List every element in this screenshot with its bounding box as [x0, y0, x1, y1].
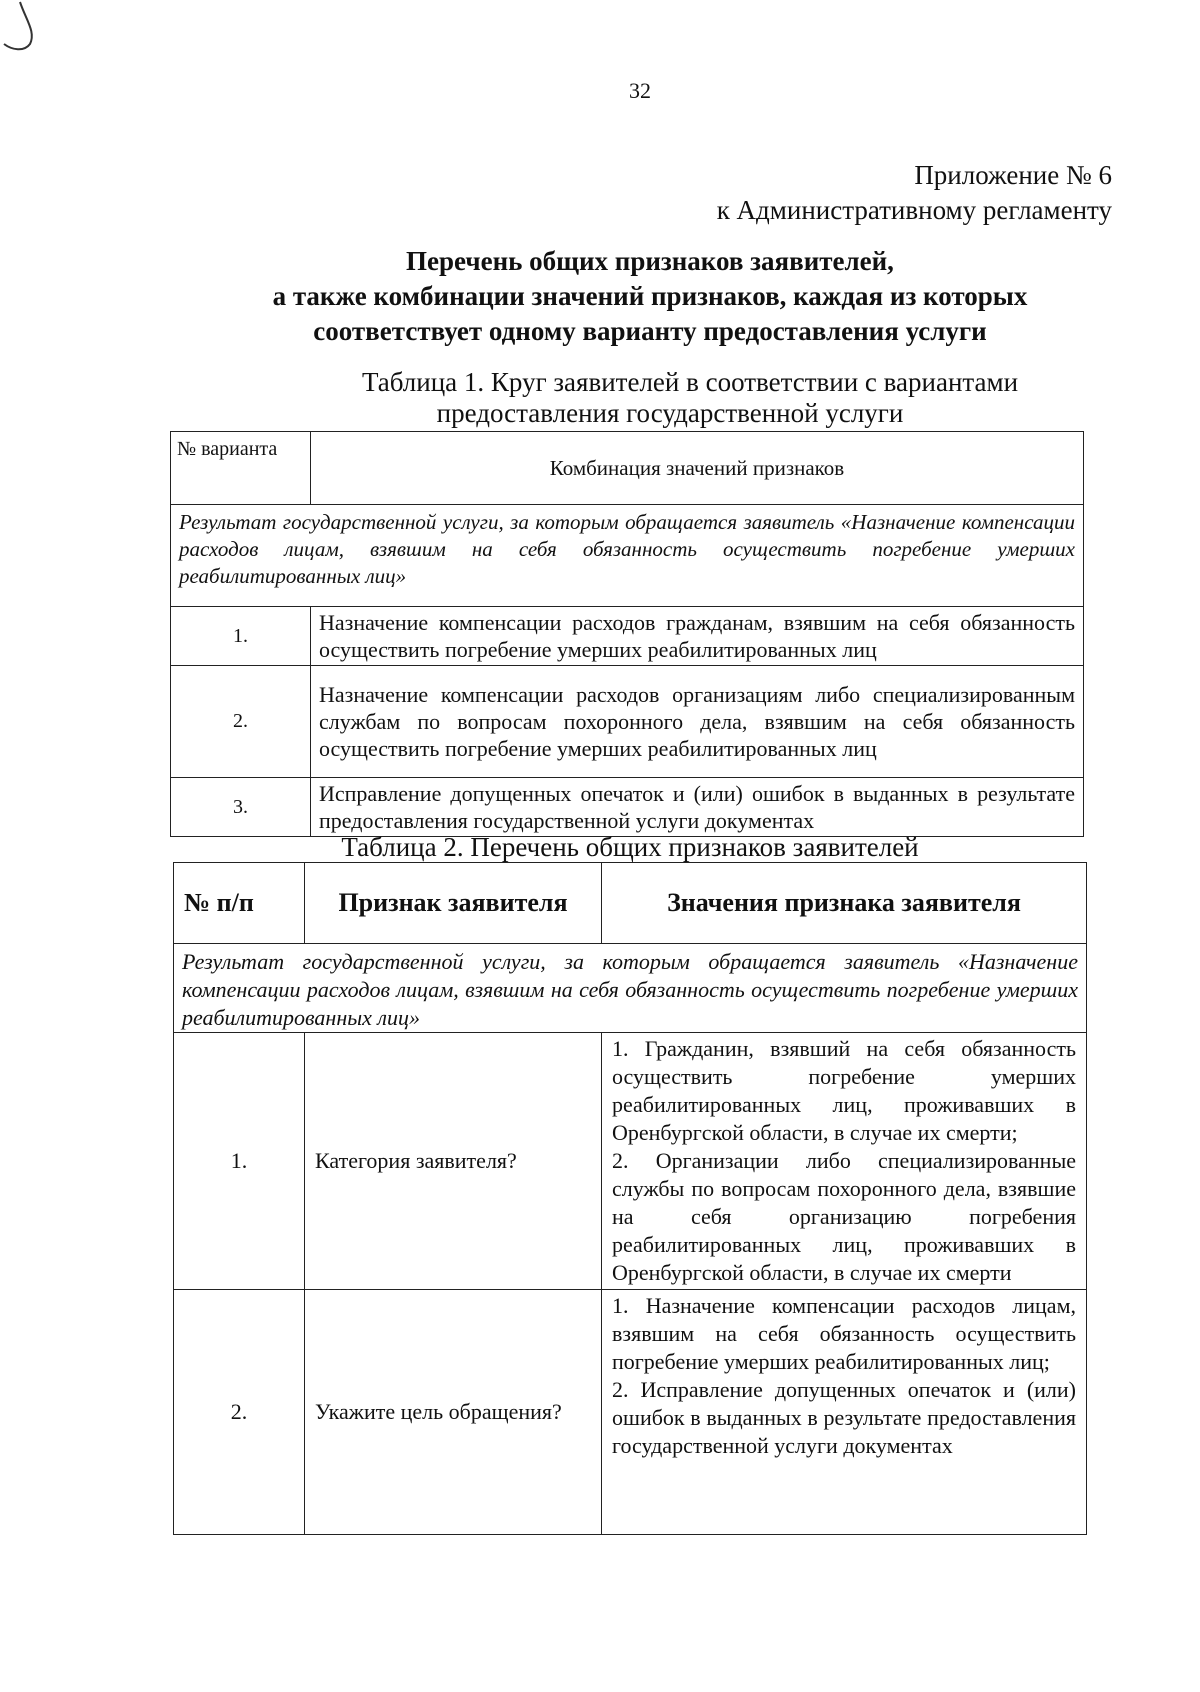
variant-text: Исправление допущенных опечаток и (или) ошибок в выданных в результате предоставления государственной услуги документах	[311, 778, 1084, 837]
table2-header-row	[174, 863, 1087, 944]
applicant-sign: Укажите цель обращения?	[305, 1290, 602, 1535]
variant-number: 1.	[171, 607, 311, 666]
table2-section-row	[174, 944, 1087, 1033]
sign-value-2: 2. Исправление допущенных опечаток и (или) ошибок в выданных в результате предоставления государственной услуги документах	[612, 1377, 1076, 1458]
title-line-3: соответствует одному варианту предоставления услуги	[313, 316, 987, 346]
sign-value-1: 1. Гражданин, взявший на себя обязанность осуществить погребение умерших реабилитированных лиц, проживавших в Оренбургской области, в случае их смерти;	[612, 1036, 1076, 1145]
header-applicant-sign: Признак заявителя	[305, 863, 602, 944]
row-number: 2.	[174, 1290, 305, 1535]
table-row	[171, 778, 1084, 837]
header-row-number: № п/п	[174, 863, 305, 944]
document-title	[150, 244, 1150, 349]
variant-text: Назначение компенсации расходов гражданам, взявшим на себя обязанность осуществить погребение умерших реабилитированных лиц	[311, 607, 1084, 666]
table-row	[174, 1033, 1087, 1290]
title-line-1: Перечень общих признаков заявителей,	[406, 246, 894, 276]
row-number: 1.	[174, 1033, 305, 1290]
page-number: 32	[629, 78, 651, 103]
variant-text: Назначение компенсации расходов организациям либо специализированным службам по вопросам похоронного дела, взявшим на себя обязанность осуществить погребение умерших реабилитированных лиц	[311, 666, 1084, 778]
table1-header-row	[171, 432, 1084, 505]
table1-caption	[320, 367, 1060, 429]
sign-value-2: 2. Организации либо специализированные службы по вопросам похоронного дела, взявшие на себя организацию погребения реабилитированных лиц, проживавших в Оренбургской области, в случае их смерти	[612, 1148, 1076, 1285]
appendix-header	[717, 158, 1112, 228]
sign-value-1: 1. Назначение компенсации расходов лицам, взявшим на себя обязанность осуществить погребение умерших реабилитированных лиц;	[612, 1293, 1076, 1374]
variant-number: 2.	[171, 666, 311, 778]
signs-table	[173, 862, 1087, 1535]
appendix-line-2: к Административному регламенту	[716, 195, 1112, 225]
title-line-2: а также комбинации значений признаков, каждая из которых	[272, 281, 1028, 311]
header-variant-number: № варианта	[171, 432, 311, 505]
header-sign-values: Значения признака заявителя	[602, 863, 1087, 944]
table1-caption-line-2: предоставления государственной услуги	[436, 398, 904, 428]
sign-values	[602, 1290, 1087, 1535]
table-row	[171, 666, 1084, 778]
corner-scan-mark	[0, 0, 60, 70]
table1-section-text: Результат государственной услуги, за которым обращается заявитель «Назначение компенсации расходов лицам, взявшим на себя обязанность осуществить погребение умерших реабилитированных лиц»	[171, 505, 1084, 607]
table1-section-row	[171, 505, 1084, 607]
variants-table	[170, 431, 1084, 837]
table1-caption-line-1: Таблица 1. Круг заявителей в соответствии с вариантами	[361, 367, 1019, 397]
header-combination: Комбинация значений признаков	[311, 432, 1084, 505]
table2-section-text: Результат государственной услуги, за которым обращается заявитель «Назначение компенсации расходов лицам, взявшим на себя обязанность осуществить погребение умерших реабилитированных лиц»	[174, 944, 1087, 1033]
table-row	[171, 607, 1084, 666]
applicant-sign: Категория заявителя?	[305, 1033, 602, 1290]
appendix-line-1: Приложение № 6	[914, 160, 1112, 190]
table2-caption: Таблица 2. Перечень общих признаков заявителей	[341, 832, 919, 862]
table-row	[174, 1290, 1087, 1535]
variant-number: 3.	[171, 778, 311, 837]
sign-values	[602, 1033, 1087, 1290]
